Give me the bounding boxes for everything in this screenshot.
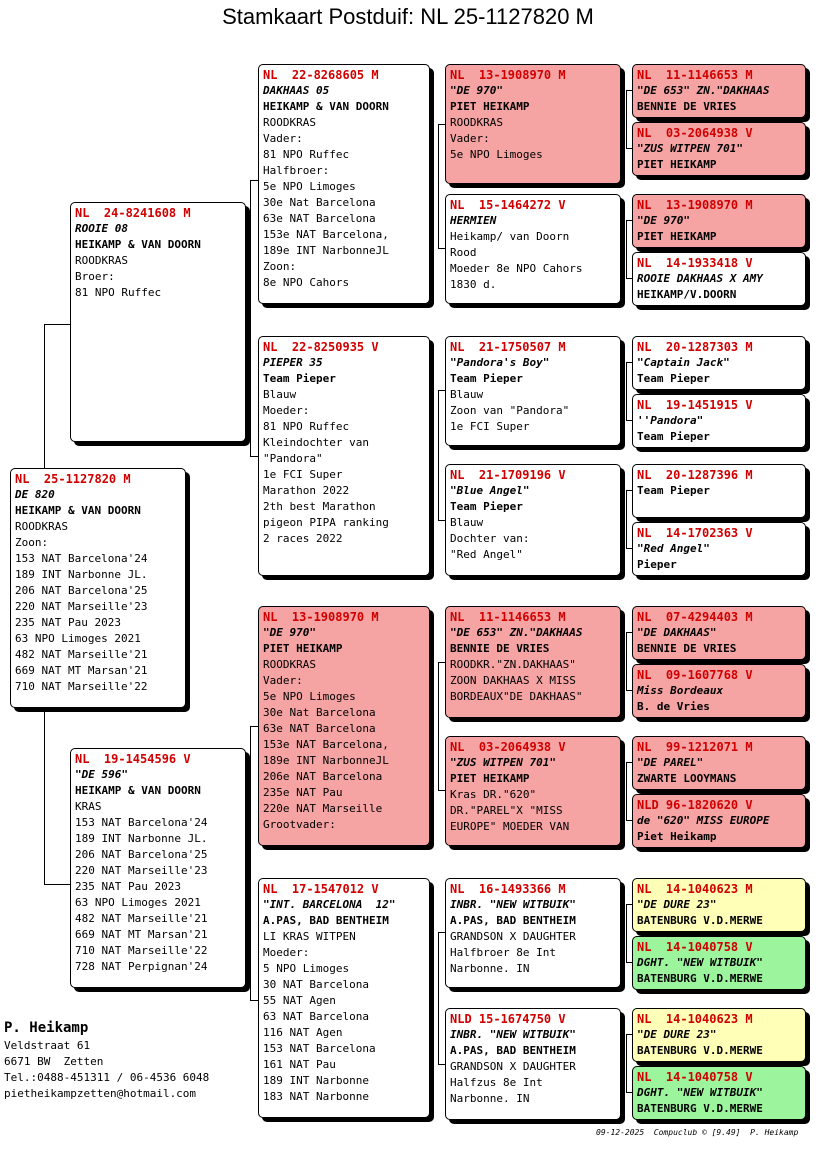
pigeon-info-line: 5e NPO Limoges [450, 148, 543, 161]
ring-number: NLD 15-1674750 V [450, 1012, 566, 1026]
pigeon-owner: Team Pieper [263, 372, 336, 385]
connector-line [438, 1064, 445, 1065]
pigeon-card-fff[interactable] [445, 64, 621, 184]
pigeon-info-line: 206 NAT Barcelona'25 [15, 584, 148, 597]
pigeon-info-line: 728 NAT Perpignan'24 [75, 960, 208, 973]
pigeon-info-line: DR."PAREL"X "MISS [450, 804, 563, 817]
connector-line [438, 248, 445, 249]
connector-line [438, 124, 445, 125]
pigeon-info-line: Halfbroer 8e Int [450, 946, 556, 959]
pigeon-owner: HEIKAMP & VAN DOORN [15, 504, 141, 517]
pigeon-name: "ZUS WITPEN 701" [637, 142, 743, 155]
pigeon-info-line: ZOON DAKHAAS X MISS [450, 674, 576, 687]
pigeon-info-line: 55 NAT Agen [263, 994, 336, 1007]
ring-number: NL 99-1212071 M [637, 740, 753, 754]
pigeon-name: "ZUS WITPEN 701" [450, 756, 556, 769]
pigeon-info-line: 30e Nat Barcelona [263, 196, 376, 209]
pigeon-name: "Pandora's Boy" [450, 356, 550, 369]
pigeon-owner: BATENBURG V.D.MERWE [637, 914, 763, 927]
pigeon-info-line: 183 NAT Narbonne [263, 1090, 369, 1103]
pigeon-name: "DE PAREL" [637, 756, 704, 769]
ring-number: NL 17-1547012 V [263, 882, 379, 896]
connector-line [250, 180, 258, 181]
pigeon-info-line: 30e Nat Barcelona [263, 706, 376, 719]
footer-credit: 09-12-2025 Compuclub © [9.49] P. Heikamp [596, 1128, 799, 1137]
pigeon-info-line: 235e NAT Pau [263, 786, 343, 799]
pigeon-info-line: 5 NPO Limoges [263, 962, 350, 975]
pigeon-owner: A.PAS, BAD BENTHEIM [263, 914, 389, 927]
ring-number: NL 22-8250935 V [263, 340, 379, 354]
pigeon-name: "DE 653" ZN."DAKHAAS [450, 626, 583, 639]
pigeon-name: ROOIE DAKHAAS X AMY [637, 272, 763, 285]
pigeon-info-line: 63 NPO Limoges 2021 [75, 896, 201, 909]
pigeon-info-line: Moeder: [263, 946, 310, 959]
pigeon-card-g5[interactable] [632, 336, 806, 390]
pigeon-owner: HEIKAMP & VAN DOORN [75, 784, 201, 797]
ring-number: NL 25-1127820 M [15, 472, 131, 486]
ring-number: NL 13-1908970 M [450, 68, 566, 82]
pigeon-info-line: "Red Angel" [450, 548, 523, 561]
pigeon-info-line: 153 NAT Barcelona'24 [15, 552, 148, 565]
pigeon-owner: BENNIE DE VRIES [450, 642, 550, 655]
pigeon-owner: BENNIE DE VRIES [637, 642, 737, 655]
pigeon-info-line: ROODKRAS [15, 520, 68, 533]
pigeon-owner: BATENBURG V.D.MERWE [637, 972, 763, 985]
pigeon-info-line: LI KRAS WITPEN [263, 930, 356, 943]
pigeon-name: PIEPER 35 [263, 356, 323, 369]
pigeon-info-line: Kras DR."620" [450, 788, 537, 801]
pigeon-card-g11[interactable] [632, 736, 806, 790]
pigeon-info-line: ROODKRAS [263, 658, 316, 671]
pigeon-owner: ZWARTE LOOYMANS [637, 772, 737, 785]
owner-street: Veldstraat 61 [4, 1039, 91, 1052]
pigeon-card-g16[interactable] [632, 1066, 806, 1120]
pigeon-info-line: 1e FCI Super [263, 468, 343, 481]
ring-number: NL 14-1702363 V [637, 526, 753, 540]
pigeon-name: "Red Angel" [637, 542, 710, 555]
pigeon-card-g9[interactable] [632, 606, 806, 660]
pigeon-info-line: Zoon: [263, 260, 297, 273]
pigeon-info-line: 1e FCI Super [450, 420, 530, 433]
pigeon-info-line: 220 NAT Marseille'23 [75, 864, 208, 877]
connector-line [626, 762, 627, 820]
pigeon-card-g8[interactable] [632, 522, 806, 576]
pigeon-info-line: 220 NAT Marseille'23 [15, 600, 148, 613]
ring-number: NL 14-1933418 V [637, 256, 753, 270]
pigeon-owner: BATENBURG V.D.MERWE [637, 1044, 763, 1057]
pigeon-name: "Blue Angel" [450, 484, 530, 497]
pigeon-owner: BENNIE DE VRIES [637, 100, 737, 113]
pigeon-name: "DE 596" [75, 768, 128, 781]
pigeon-card-subject[interactable] [10, 468, 186, 708]
pigeon-owner: Pieper [637, 558, 677, 571]
ring-number: NL 03-2064938 V [637, 126, 753, 140]
owner-postcode: 6671 BW Zetten [4, 1055, 104, 1068]
ring-number: NL 09-1607768 V [637, 668, 753, 682]
connector-line [626, 362, 627, 420]
connector-line [626, 90, 627, 148]
pigeon-card-g13[interactable] [632, 878, 806, 932]
pigeon-card-mm[interactable] [258, 878, 430, 1118]
pigeon-name: de "620" MISS EUROPE [637, 814, 770, 827]
ring-number: NL 16-1493366 M [450, 882, 566, 896]
pigeon-card-fm[interactable] [258, 336, 430, 576]
pigeon-name: ''Pandora" [637, 414, 704, 427]
pigeon-info-line: EUROPE" MOEDER VAN [450, 820, 570, 833]
pigeon-info-line: Moeder: [263, 404, 310, 417]
pigeon-name: "INT. BARCELONA 12" [263, 898, 396, 911]
pigeon-info-line: ROODKRAS [263, 116, 316, 129]
pigeon-owner: HEIKAMP & VAN DOORN [75, 238, 201, 251]
pigeon-info-line: Moeder 8e NPO Cahors [450, 262, 583, 275]
pigeon-info-line: Broer: [75, 270, 115, 283]
pigeon-info-line: 81 NPO Ruffec [263, 148, 350, 161]
page-title: Stamkaart Postduif: NL 25-1127820 M [222, 4, 594, 29]
pigeon-name: "DE 970" [263, 626, 316, 639]
pigeon-info-line: "Pandora" [263, 452, 323, 465]
pigeon-info-line: Dochter van: [450, 532, 530, 545]
pigeon-owner: PIET HEIKAMP [450, 100, 530, 113]
pigeon-card-g2[interactable] [632, 122, 806, 176]
pigeon-info-line: 63e NAT Barcelona [263, 722, 376, 735]
connector-line [626, 220, 627, 278]
pigeon-name: DGHT. "NEW WITBUIK" [637, 1086, 763, 1099]
pigeon-name: INBR. "NEW WITBUIK" [450, 1028, 576, 1041]
pigeon-info-line: Narbonne. IN [450, 1092, 530, 1105]
connector-line [44, 324, 70, 325]
pigeon-card-g4[interactable] [632, 252, 806, 306]
pigeon-info-line: 189e INT NarbonneJL [263, 244, 389, 257]
connector-line [250, 726, 251, 1000]
pigeon-name: ROOIE 08 [75, 222, 128, 235]
ring-number: NL 07-4294403 M [637, 610, 753, 624]
connector-line [626, 904, 627, 962]
pigeon-info-line: 710 NAT Marseille'22 [75, 944, 208, 957]
pigeon-info-line: 189e INT NarbonneJL [263, 754, 389, 767]
pigeon-name: DAKHAAS 05 [263, 84, 330, 97]
pigeon-owner: A.PAS, BAD BENTHEIM [450, 914, 576, 927]
pigeon-info-line: 2th best Marathon [263, 500, 376, 513]
connector-line [44, 884, 70, 885]
pigeon-name: INBR. "NEW WITBUIK" [450, 898, 576, 911]
pigeon-info-line: GRANDSON X DAUGHTER [450, 930, 576, 943]
connector-line [438, 932, 439, 1064]
ring-number: NL 13-1908970 M [637, 198, 753, 212]
connector-line [438, 520, 445, 521]
pigeon-info-line: Halfbroer: [263, 164, 330, 177]
pigeon-info-line: GRANDSON X DAUGHTER [450, 1060, 576, 1073]
connector-line [438, 932, 445, 933]
pigeon-card-father[interactable] [70, 202, 246, 442]
pigeon-name: "DE DURE 23" [637, 1028, 717, 1041]
pigeon-info-line: 153 NAT Barcelona [263, 1042, 376, 1055]
pigeon-info-line: Halfzus 8e Int [450, 1076, 543, 1089]
pigeon-owner: Team Pieper [637, 430, 710, 443]
pigeon-info-line: 189 INT Narbonne JL. [15, 568, 148, 581]
connector-line [250, 456, 258, 457]
pigeon-name: DE 820 [15, 488, 55, 501]
ring-number: NL 22-8268605 M [263, 68, 379, 82]
pigeon-info-line: 153e NAT Barcelona, [263, 738, 389, 751]
owner-phone: Tel.:0488-451311 / 06-4536 6048 [4, 1071, 210, 1084]
pigeon-info-line: 482 NAT Marseille'21 [75, 912, 208, 925]
pigeon-owner: BATENBURG V.D.MERWE [637, 1102, 763, 1115]
ring-number: NL 14-1040758 V [637, 1070, 753, 1084]
ring-number: NL 21-1709196 V [450, 468, 566, 482]
connector-line [438, 662, 439, 790]
ring-number: NL 20-1287303 M [637, 340, 753, 354]
pigeon-card-ffm[interactable] [445, 194, 621, 304]
pigeon-card-ff[interactable] [258, 64, 430, 304]
pigeon-info-line: 669 NAT MT Marsan'21 [15, 664, 148, 677]
pigeon-info-line: Blauw [450, 516, 484, 529]
pigeon-info-line: Zoon van "Pandora" [450, 404, 570, 417]
owner-email: pietheikampzetten@hotmail.com [4, 1087, 197, 1100]
ring-number: NL 19-1451915 V [637, 398, 753, 412]
pigeon-card-mf[interactable] [258, 606, 430, 846]
pigeon-info-line: Blauw [450, 388, 484, 401]
pigeon-card-mff[interactable] [445, 606, 621, 718]
pigeon-info-line: 161 NAT Pau [263, 1058, 336, 1071]
connector-line [626, 490, 627, 548]
pigeon-name: "DE 653" ZN."DAKHAAS [637, 84, 770, 97]
pigeon-info-line: Vader: [263, 674, 303, 687]
pigeon-info-line: pigeon PIPA ranking [263, 516, 389, 529]
pigeon-owner: A.PAS, BAD BENTHEIM [450, 1044, 576, 1057]
pigeon-owner: Team Pieper [637, 372, 710, 385]
pigeon-owner: Team Pieper [450, 372, 523, 385]
pigeon-info-line: 235 NAT Pau 2023 [15, 616, 121, 629]
pigeon-info-line: 153 NAT Barcelona'24 [75, 816, 208, 829]
pigeon-info-line: 189 INT Narbonne JL. [75, 832, 208, 845]
pigeon-owner: PIET HEIKAMP [263, 642, 343, 655]
pigeon-name: "DE 970" [450, 84, 503, 97]
pigeon-info-line: Vader: [450, 132, 490, 145]
connector-line [438, 790, 445, 791]
pigeon-info-line: 81 NPO Ruffec [263, 420, 350, 433]
connector-line [250, 726, 258, 727]
pigeon-owner: Piet Heikamp [637, 830, 717, 843]
pigeon-name: Miss Bordeaux [637, 684, 724, 697]
pigeon-info-line: 116 NAT Agen [263, 1026, 343, 1039]
pigeon-name: "DE DURE 23" [637, 898, 717, 911]
pigeon-owner: PIET HEIKAMP [637, 158, 717, 171]
pigeon-info-line: 482 NAT Marseille'21 [15, 648, 148, 661]
connector-line [44, 324, 45, 468]
pigeon-card-mmf[interactable] [445, 878, 621, 988]
pigeon-info-line: KRAS [75, 800, 102, 813]
connector-line [438, 390, 445, 391]
pigeon-info-line: 63e NAT Barcelona [263, 212, 376, 225]
pigeon-name: DGHT. "NEW WITBUIK" [637, 956, 763, 969]
pigeon-owner: Team Pieper [637, 484, 710, 497]
pigeon-info-line: 710 NAT Marseille'22 [15, 680, 148, 693]
pigeon-info-line: Blauw [263, 388, 297, 401]
pigeon-info-line: 5e NPO Limoges [263, 180, 356, 193]
pigeon-name: "Captain Jack" [637, 356, 730, 369]
pigeon-info-line: Narbonne. IN [450, 962, 530, 975]
ring-number: NLD 96-1820620 V [637, 798, 753, 812]
ring-number: NL 21-1750507 M [450, 340, 566, 354]
pigeon-owner: B. de Vries [637, 700, 710, 713]
pigeon-info-line: 189 INT Narbonne [263, 1074, 369, 1087]
pigeon-card-g3[interactable] [632, 194, 806, 248]
pigeon-info-line: Kleindochter van [263, 436, 369, 449]
connector-line [626, 1034, 627, 1092]
pigeon-card-g10[interactable] [632, 664, 806, 718]
pigeon-card-fmf[interactable] [445, 336, 621, 446]
pigeon-info-line: ROODKRAS [75, 254, 128, 267]
pigeon-card-g6[interactable] [632, 394, 806, 448]
owner-name: P. Heikamp [4, 1020, 89, 1036]
connector-line [438, 390, 439, 520]
pigeon-info-line: BORDEAUX"DE DAKHAAS" [450, 690, 583, 703]
pigeon-info-line: 669 NAT MT Marsan'21 [75, 928, 208, 941]
pigeon-info-line: 81 NPO Ruffec [75, 286, 162, 299]
pigeon-name: "DE DAKHAAS" [637, 626, 717, 639]
pigeon-info-line: ROODKR."ZN.DAKHAAS" [450, 658, 576, 671]
pigeon-name: "DE 970" [637, 214, 690, 227]
pigeon-card-g15[interactable] [632, 1008, 806, 1062]
ring-number: NL 24-8241608 M [75, 206, 191, 220]
pigeon-card-mother[interactable] [70, 748, 246, 988]
pigeon-info-line: Rood [450, 246, 477, 259]
pigeon-card-g14[interactable] [632, 936, 806, 990]
pigeon-info-line: 2 races 2022 [263, 532, 343, 545]
pigeon-card-mfm[interactable] [445, 736, 621, 846]
connector-line [44, 708, 45, 884]
pigeon-info-line: 153e NAT Barcelona, [263, 228, 389, 241]
ring-number: NL 14-1040623 M [637, 882, 753, 896]
pigeon-info-line: 206e NAT Barcelona [263, 770, 383, 783]
ring-number: NL 03-2064938 V [450, 740, 566, 754]
ring-number: NL 14-1040623 M [637, 1012, 753, 1026]
pigeon-name: HERMIEN [450, 214, 497, 227]
pigeon-info-line: Marathon 2022 [263, 484, 350, 497]
connector-line [438, 662, 445, 663]
pigeon-owner: Team Pieper [450, 500, 523, 513]
pigeon-card-fmm[interactable] [445, 464, 621, 576]
pigeon-owner: HEIKAMP/V.DOORN [637, 288, 737, 301]
ring-number: NL 11-1146653 M [450, 610, 566, 624]
pigeon-info-line: 63 NAT Barcelona [263, 1010, 369, 1023]
pigeon-info-line: Grootvader: [263, 818, 336, 831]
owner-address-block [4, 1018, 209, 1102]
pigeon-info-line: ROODKRAS [450, 116, 503, 129]
pigeon-owner: HEIKAMP & VAN DOORN [263, 100, 389, 113]
pigeon-info-line: Heikamp/ van Doorn [450, 230, 570, 243]
ring-number: NL 15-1464272 V [450, 198, 566, 212]
pigeon-info-line: 235 NAT Pau 2023 [75, 880, 181, 893]
pigeon-info-line: 5e NPO Limoges [263, 690, 356, 703]
pigeon-card-g12[interactable] [632, 794, 806, 848]
pigeon-card-g7[interactable] [632, 464, 806, 518]
pigeon-card-mmm[interactable] [445, 1008, 621, 1120]
pigeon-owner: PIET HEIKAMP [637, 230, 717, 243]
ring-number: NL 11-1146653 M [637, 68, 753, 82]
pigeon-info-line: 206 NAT Barcelona'25 [75, 848, 208, 861]
pigeon-info-line: 30 NAT Barcelona [263, 978, 369, 991]
pigeon-owner: PIET HEIKAMP [450, 772, 530, 785]
ring-number: NL 19-1454596 V [75, 752, 191, 766]
pigeon-info-line: 1830 d. [450, 278, 497, 291]
pigeon-info-line: Zoon: [15, 536, 49, 549]
pigeon-info-line: 220e NAT Marseille [263, 802, 383, 815]
connector-line [250, 1000, 258, 1001]
connector-line [438, 124, 439, 248]
ring-number: NL 14-1040758 V [637, 940, 753, 954]
pigeon-card-g1[interactable] [632, 64, 806, 118]
connector-line [250, 180, 251, 456]
pigeon-info-line: 63 NPO Limoges 2021 [15, 632, 141, 645]
pigeon-info-line: 8e NPO Cahors [263, 276, 350, 289]
ring-number: NL 13-1908970 M [263, 610, 379, 624]
ring-number: NL 20-1287396 M [637, 468, 753, 482]
connector-line [626, 632, 627, 690]
pigeon-info-line: Vader: [263, 132, 303, 145]
